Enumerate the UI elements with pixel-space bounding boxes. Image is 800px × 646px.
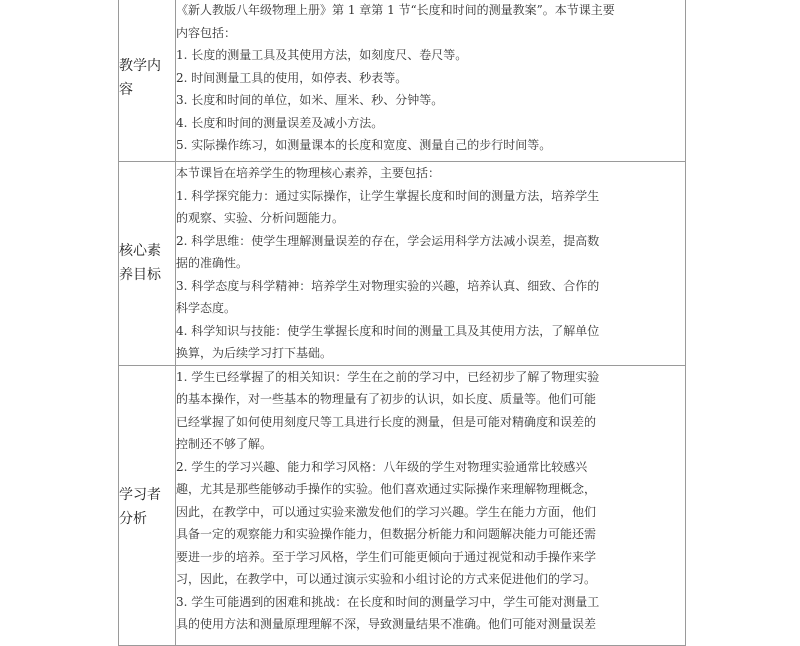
- row-body-content: [176, 0, 686, 162]
- heading-line: 学习者: [119, 487, 161, 503]
- text-line: 的基本操作，对一些基本的物理量有了初步的认识，如长度、质量等。他们可能: [176, 392, 597, 406]
- heading-line: 教学内: [119, 58, 161, 74]
- text-line: 科学态度。: [176, 301, 237, 315]
- heading-line: 容: [119, 82, 133, 98]
- table-row-content: [119, 0, 686, 162]
- text-line: 本节课旨在培养学生的物理核心素养，主要包括：: [176, 166, 441, 180]
- table-row-core-literacy: [119, 162, 686, 366]
- text-line: 的观察、实验、分析问题能力。: [176, 211, 345, 225]
- text-line: 具备一定的观察能力和实验操作能力，但数据分析能力和问题解决能力可能还需: [176, 527, 597, 541]
- text-line: 3. 学生可能遇到的困难和挑战：在长度和时间的测量学习中，学生可能对测量工: [176, 594, 600, 609]
- row-body-core-literacy: [176, 162, 686, 366]
- row-body-learner-analysis: [176, 365, 686, 645]
- lesson-plan-table: [118, 0, 686, 646]
- text-line: 1. 学生已经掌握了的相关知识：学生在之前的学习中，已经初步了解了物理实验: [176, 369, 600, 384]
- text-line: 据的准确性。: [176, 256, 249, 270]
- text-line: 因此，在教学中，可以通过实验来激发他们的学习兴趣。学生在能力方面，他们: [176, 504, 597, 519]
- text-line: 1. 科学探究能力：通过实际操作，让学生掌握长度和时间的测量方法，培养学生: [176, 188, 600, 203]
- text-line: 2. 时间测量工具的使用，如停表、秒表等。: [176, 70, 408, 85]
- text-line: 换算，为后续学习打下基础。: [176, 346, 333, 360]
- row-heading-content: [119, 0, 176, 162]
- text-line: 3. 科学态度与科学精神：培养学生对物理实验的兴趣，培养认真、细致、合作的: [176, 278, 600, 293]
- text-line: 趣，尤其是那些能够动手操作的实验。他们喜欢通过实际操作来理解物理概念，: [176, 482, 597, 496]
- text-line: 1. 长度的测量工具及其使用方法，如刻度尺、卷尺等。: [176, 48, 468, 63]
- text-line: 控制还不够了解。: [176, 437, 273, 451]
- heading-line: 核心素: [119, 243, 161, 260]
- text-line: 习，因此，在教学中，可以通过演示实验和小组讨论的方式来促进他们的学习。: [176, 572, 597, 586]
- row-heading-core-literacy: [119, 162, 176, 366]
- text-line: 4. 长度和时间的测量误差及减小方法。: [176, 115, 384, 130]
- text-line: 5. 实际操作练习，如测量课本的长度和宽度、测量自己的步行时间等。: [176, 138, 552, 153]
- text-line: 4. 科学知识与技能：使学生掌握长度和时间的测量工具及其使用方法，了解单位: [176, 323, 600, 338]
- row-heading-learner-analysis: [119, 365, 176, 645]
- text-line: 《新人教版八年级物理上册》第 1 章第 1 节“长度和时间的测量教案”。本节课主要: [176, 3, 615, 18]
- text-line: 2. 学生的学习兴趣、能力和学习风格：八年级的学生对物理实验通常比较感兴: [176, 459, 588, 474]
- text-line: 已经掌握了如何使用刻度尺等工具进行长度的测量，但是可能对精确度和误差的: [176, 414, 597, 429]
- text-line: 要进一步的培养。至于学习风格，学生们可能更倾向于通过视觉和动手操作来学: [176, 549, 597, 564]
- text-line: 3. 长度和时间的单位，如米、厘米、秒、分钟等。: [176, 93, 444, 108]
- heading-line: 分析: [119, 511, 147, 527]
- text-line: 具的使用方法和测量原理理解不深，导致测量结果不准确。他们可能对测量误差: [176, 617, 597, 631]
- text-line: 内容包括：: [176, 25, 237, 40]
- table-row-learner-analysis: [119, 365, 686, 645]
- text-line: 2. 科学思维：使学生理解测量误差的存在，学会运用科学方法减小误差，提高数: [176, 233, 600, 248]
- heading-line: 养目标: [119, 267, 161, 284]
